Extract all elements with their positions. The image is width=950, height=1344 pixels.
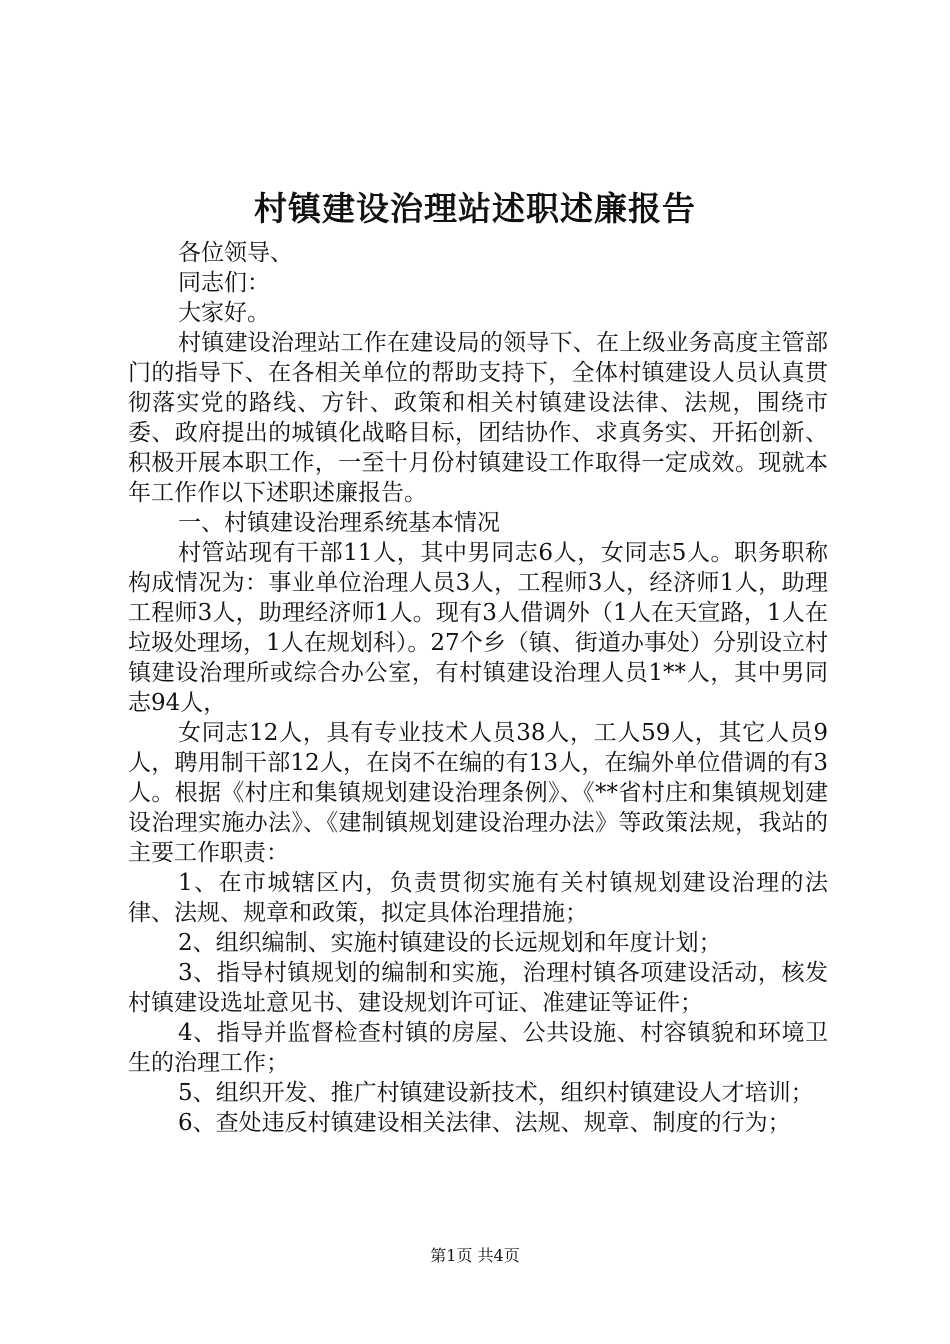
duty-item: 1、在市城辖区内，负责贯彻实施有关村镇规划建设治理的法律、法规、规章和政策，拟定具体治理措施； <box>128 870 828 926</box>
duty-item: 2、组织编制、实施村镇建设的长远规划和年度计划； <box>178 930 722 956</box>
page-footer: 第1页 共4页 <box>430 1246 520 1265</box>
greeting-line: 大家好。 <box>178 300 270 326</box>
duty-item: 3、指导村镇规划的编制和实施，治理村镇各项建设活动，核发村镇建设选址意见书、建设规划许可证、准建证等证件； <box>128 960 828 1016</box>
greeting-line: 同志们： <box>178 270 270 296</box>
duty-item: 5、组织开发、推广村镇建设新技术，组织村镇建设人才培训； <box>178 1080 814 1106</box>
document-title: 村镇建设治理站述职述廉报告 <box>254 189 696 228</box>
document-body <box>128 238 828 1138</box>
intro-paragraph: 村镇建设治理站工作在建设局的领导下、在上级业务高度主管部门的指导下、在各相关单位的帮助支持下，全体村镇建设人员认真贯彻落实党的路线、方针、政策和相关村镇建设法律、法规，围绕市委、政府提出的城镇化战略目标，团结协作、求真务实、开拓创新、积极开展本职工作，一至十月份村镇建设工作取得一定成效。现就本年工作作以下述职述廉报告。 <box>128 330 828 506</box>
staff-paragraph-continued: 女同志12人，具有专业技术人员38人，工人59人，其它人员9人，聘用制干部12人，在岗不在编的有13人，在编外单位借调的有3人。根据《村庄和集镇规划建设治理条例》、《**省村庄和集镇规划建设治理实施办法》、《建制镇规划建设治理办法》等政策法规，我站的主要工作职责： <box>128 720 828 866</box>
section-heading: 一、村镇建设治理系统基本情况 <box>178 510 500 536</box>
duty-item: 4、指导并监督检查村镇的房屋、公共设施、村容镇貌和环境卫生的治理工作； <box>128 1020 828 1076</box>
staff-paragraph: 村管站现有干部11人，其中男同志6人，女同志5人。职务职称构成情况为：事业单位治理人员3人，工程师3人，经济师1人，助理工程师3人，助理经济师1人。现有3人借调外（1人在天宣路，1人在垃圾处理场，1人在规划科）。27个乡（镇、街道办事处）分别设立村镇建设治理所或综合办公室，有村镇建设治理人员1**人，其中男同志94人， <box>128 540 828 716</box>
greeting-line: 各位领导、 <box>178 240 293 266</box>
duty-item: 6、查处违反村镇建设相关法律、法规、规章、制度的行为； <box>178 1110 791 1136</box>
